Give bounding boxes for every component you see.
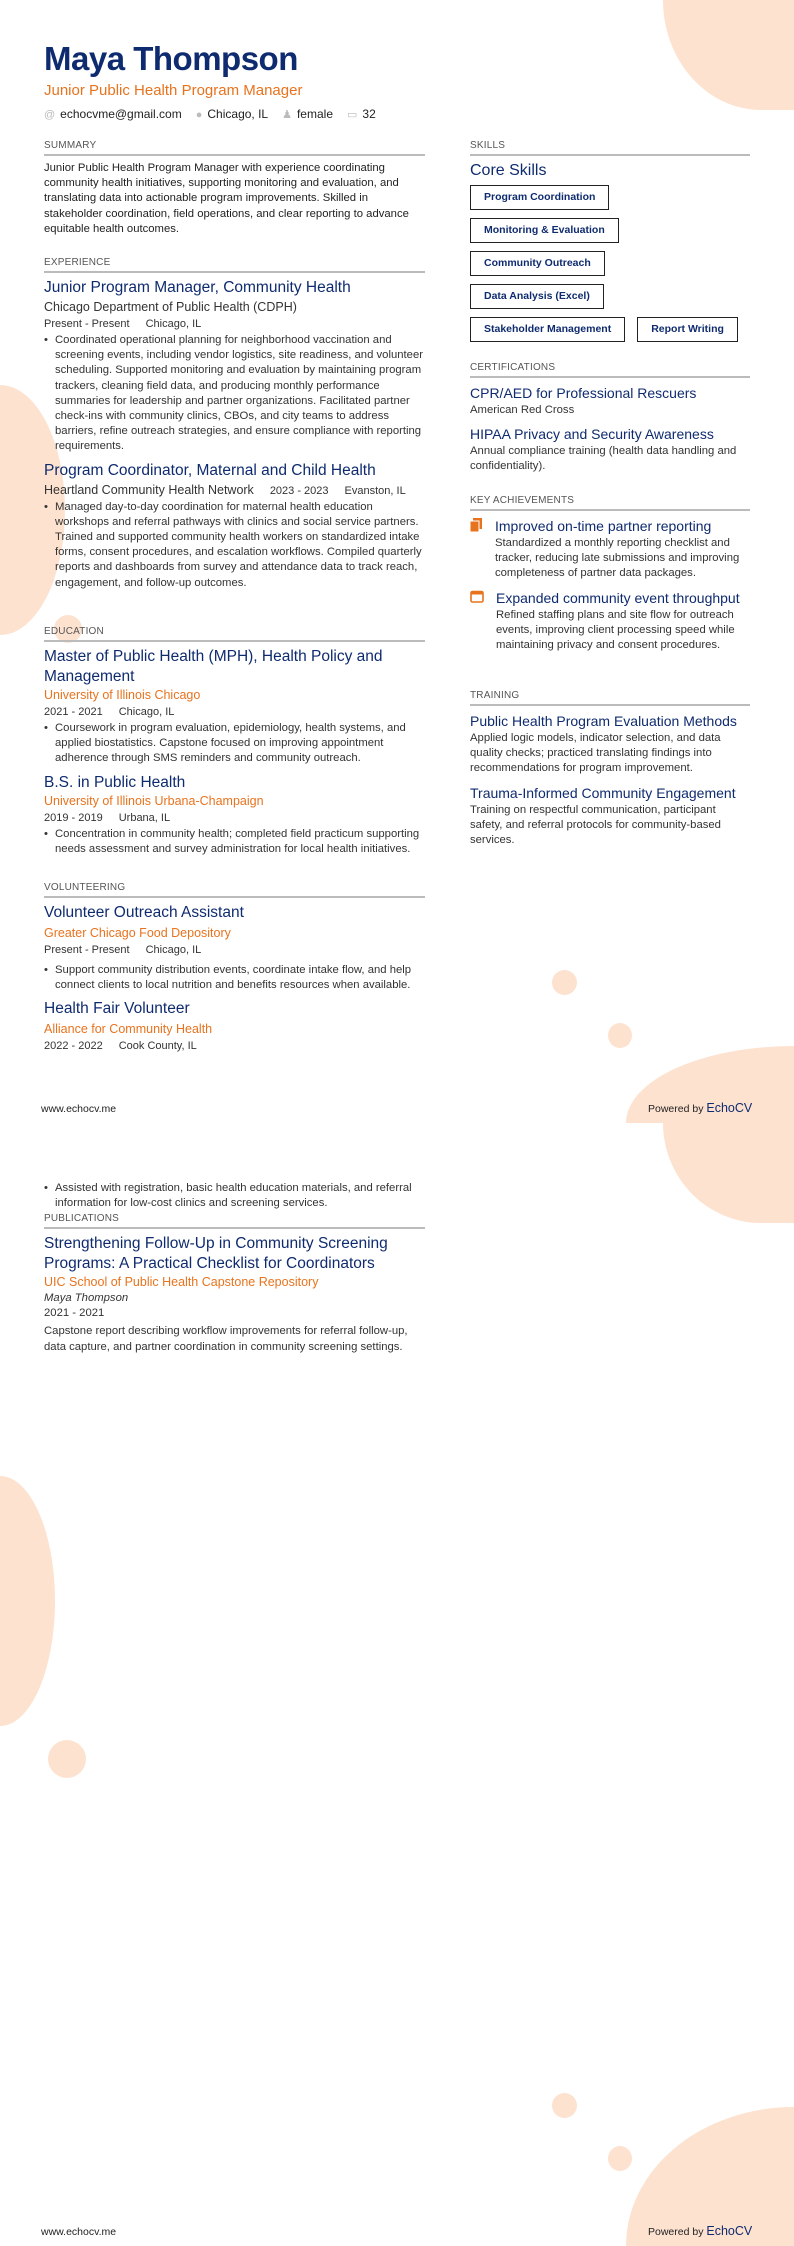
person-icon: ♟	[282, 109, 292, 121]
summary-section	[44, 140, 425, 237]
volunteering-continued	[44, 1181, 425, 1211]
author: Maya Thompson	[44, 1292, 129, 1304]
training-section	[470, 690, 750, 848]
section-heading: EXPERIENCE	[44, 257, 425, 273]
experience-section	[44, 257, 425, 591]
cert-detail: Annual compliance training (health data handling and confidentiality).	[470, 445, 737, 473]
experience-item	[44, 461, 425, 591]
contact-email[interactable]	[44, 107, 182, 121]
calendar-icon	[470, 588, 484, 654]
section-heading: PUBLICATIONS	[44, 1213, 425, 1229]
powered-label: Powered by	[648, 1103, 704, 1115]
contact-row	[44, 107, 376, 121]
volunteer-org: Greater Chicago Food Depository	[44, 926, 231, 940]
brand-name[interactable]: EchoCV	[706, 1101, 753, 1115]
decor-blob	[663, 0, 794, 110]
bullet: • Concentration in community health; completed field practicum supporting needs assessment and survey administration for local health initiatives.	[44, 827, 425, 857]
location: Cook County, IL	[118, 1040, 197, 1053]
location: Chicago, IL	[145, 318, 202, 330]
publisher: UIC School of Public Health Capstone Repository	[44, 1275, 319, 1289]
volunteer-title: Volunteer Outreach Assistant	[44, 904, 244, 921]
cert-detail: American Red Cross	[470, 404, 575, 416]
achievement-detail: Refined staffing plans and site flow for outreach events, improving client processing speed while maintaining privacy and consent procedures.	[496, 608, 735, 652]
resume-page-2	[0, 1123, 794, 2246]
footer-powered	[648, 2224, 752, 2238]
volunteer-meta	[44, 942, 425, 959]
decor-circle	[608, 2146, 632, 2171]
volunteer-item	[44, 999, 425, 1055]
volunteer-meta	[44, 1038, 425, 1055]
footer-website[interactable]: www.echocv.me	[41, 1103, 117, 1115]
bullet: • Managed day-to-day coordination for maternal health education workshops and referral pathways with clinics and social service partners. Trained and supported community health workers on standardized intake forms, consent procedures, and escalation workflows. Compiled quarterly reports and dashboards from survey and attendance data to track reach, engagement, and follow-up outcomes.	[44, 500, 425, 591]
section-heading: VOLUNTEERING	[44, 882, 425, 898]
decor-blob	[663, 1123, 794, 1223]
company: Chicago Department of Public Health (CDPH)	[44, 300, 297, 314]
education-section	[44, 626, 425, 857]
job-meta	[44, 316, 425, 333]
degree: Master of Public Health (MPH), Health Policy and Management	[44, 648, 383, 685]
summary-text: Junior Public Health Program Manager with experience coordinating community health initiatives, supporting monitoring and evaluation, and translating data into actionable program improvements. Skilled in stakeholder coordination, field operations, and clear reporting to advance equitable health outcomes.	[44, 162, 409, 235]
edu-meta	[44, 810, 425, 827]
certifications-section	[470, 362, 750, 475]
decor-circle	[48, 1740, 86, 1778]
job-meta	[44, 481, 425, 500]
location-text: Chicago, IL	[207, 107, 269, 121]
training-detail: Training on respectful communication, participant safety, and referral protocols for community-based services.	[470, 803, 721, 847]
training-title: Public Health Program Evaluation Methods	[470, 713, 737, 729]
volunteer-item	[44, 903, 425, 993]
section-heading: KEY ACHIEVEMENTS	[470, 495, 750, 511]
section-heading: EDUCATION	[44, 626, 425, 642]
achievements-section	[470, 495, 750, 653]
brand-name[interactable]: EchoCV	[706, 2224, 753, 2238]
volunteer-org: Alliance for Community Health	[44, 1022, 213, 1037]
footer-powered	[648, 1101, 752, 1115]
contact-age	[347, 107, 376, 121]
training-detail: Applied logic models, indicator selection, and data quality checks; practiced translating findings into recommendations for program improvement.	[470, 732, 721, 775]
achievement-detail: Standardized a monthly reporting checklist and tracker, reducing late submissions and improving completeness of partner data packages.	[495, 537, 740, 580]
candidate-title: Junior Public Health Program Manager	[44, 82, 303, 99]
school: University of Illinois Urbana-Champaign	[44, 793, 264, 808]
school: University of Illinois Chicago	[44, 688, 201, 702]
skill-tag: Data Analysis (Excel)	[470, 284, 604, 309]
dates: 2022 - 2022	[44, 1040, 103, 1053]
dates: 2023 - 2023	[269, 484, 329, 497]
decor-circle	[552, 2093, 577, 2118]
achievement-item	[470, 588, 750, 654]
company: Heartland Community Health Network	[44, 482, 254, 497]
bullet: • Coursework in program evaluation, epidemiology, health systems, and applied biostatistics. Capstone focused on improving appointment adherence through SMS reminders and community outreach.	[44, 721, 425, 767]
section-heading: TRAINING	[470, 690, 750, 706]
decor-blob	[0, 1476, 55, 1726]
skill-tag: Program Coordination	[470, 185, 609, 210]
job-title: Junior Program Manager, Community Health	[44, 279, 351, 296]
location-pin-icon: ●	[195, 109, 203, 121]
volunteering-section	[44, 882, 425, 1055]
calendar-icon: ▭	[347, 109, 358, 121]
decor-circle	[552, 970, 577, 995]
skill-tags	[470, 185, 750, 342]
dates: Present - Present	[44, 318, 130, 330]
location: Chicago, IL	[145, 944, 202, 956]
section-heading: CERTIFICATIONS	[470, 362, 750, 378]
location: Chicago, IL	[118, 706, 175, 718]
skill-tag: Monitoring & Evaluation	[470, 218, 619, 243]
contact-gender	[282, 107, 333, 121]
education-item	[44, 773, 425, 857]
at-icon: @	[44, 109, 56, 121]
training-title: Trauma-Informed Community Engagement	[470, 784, 736, 801]
bullet: • Support community distribution events, coordinate intake flow, and help connect clients to local nutrition and benefits resources when available.	[44, 963, 425, 993]
publication-title: Strengthening Follow-Up in Community Screening Programs: A Practical Checklist for Coordinators	[44, 1235, 388, 1272]
achievement-title: Improved on-time partner reporting	[495, 518, 712, 534]
email-text: echocvme@gmail.com	[60, 107, 182, 121]
cert-title: CPR/AED for Professional Rescuers	[470, 385, 697, 401]
experience-item	[44, 278, 425, 455]
bullet: • Assisted with registration, basic health education materials, and referral information for low-cost clinics and screening services.	[44, 1181, 425, 1211]
edu-meta	[44, 704, 425, 721]
age-text: 32	[362, 107, 376, 121]
publication-description: Capstone report describing workflow improvements for referral follow-up, data capture, and partner coordination in community screening settings.	[44, 1325, 408, 1353]
skill-tag: Stakeholder Management	[470, 317, 625, 342]
section-heading: SUMMARY	[44, 140, 425, 156]
location: Evanston, IL	[344, 484, 406, 497]
publications-section	[44, 1213, 425, 1355]
dates: 2021 - 2021	[44, 1307, 105, 1320]
bullet: • Coordinated operational planning for neighborhood vaccination and screening events, including vendor logistics, site readiness, and volunteer scheduling. Supported monitoring and evaluation by maintaining program trackers, cleaning field data, and producing monthly performance summaries for leadership and partner organizations. Facilitated partner check-ins with community clinics, CBOs, and city teams to address barriers, refine outreach strategies, and ensure compliance with reporting requirements.	[44, 333, 425, 455]
decor-circle	[608, 1023, 632, 1048]
degree: B.S. in Public Health	[44, 773, 186, 791]
education-item	[44, 647, 425, 767]
powered-label: Powered by	[648, 2226, 704, 2238]
location: Urbana, IL	[118, 811, 171, 824]
cert-title: HIPAA Privacy and Security Awareness	[470, 426, 714, 443]
dates: Present - Present	[44, 944, 130, 956]
achievement-item	[470, 516, 750, 582]
skill-tag: Report Writing	[637, 317, 738, 342]
document-icon	[470, 516, 483, 582]
skill-group-title: Core Skills	[470, 162, 547, 179]
section-heading: SKILLS	[470, 140, 750, 156]
skills-section	[470, 140, 750, 342]
skill-tag: Community Outreach	[470, 251, 605, 276]
dates: 2019 - 2019	[44, 811, 103, 824]
footer-website[interactable]: www.echocv.me	[41, 2226, 117, 2238]
achievement-title: Expanded community event throughput	[496, 589, 740, 606]
candidate-name: Maya Thompson	[44, 40, 298, 77]
volunteer-title: Health Fair Volunteer	[44, 1000, 190, 1018]
contact-location	[196, 107, 268, 121]
gender-text: female	[296, 107, 333, 121]
dates: 2021 - 2021	[44, 706, 103, 718]
job-title: Program Coordinator, Maternal and Child Health	[44, 461, 376, 479]
